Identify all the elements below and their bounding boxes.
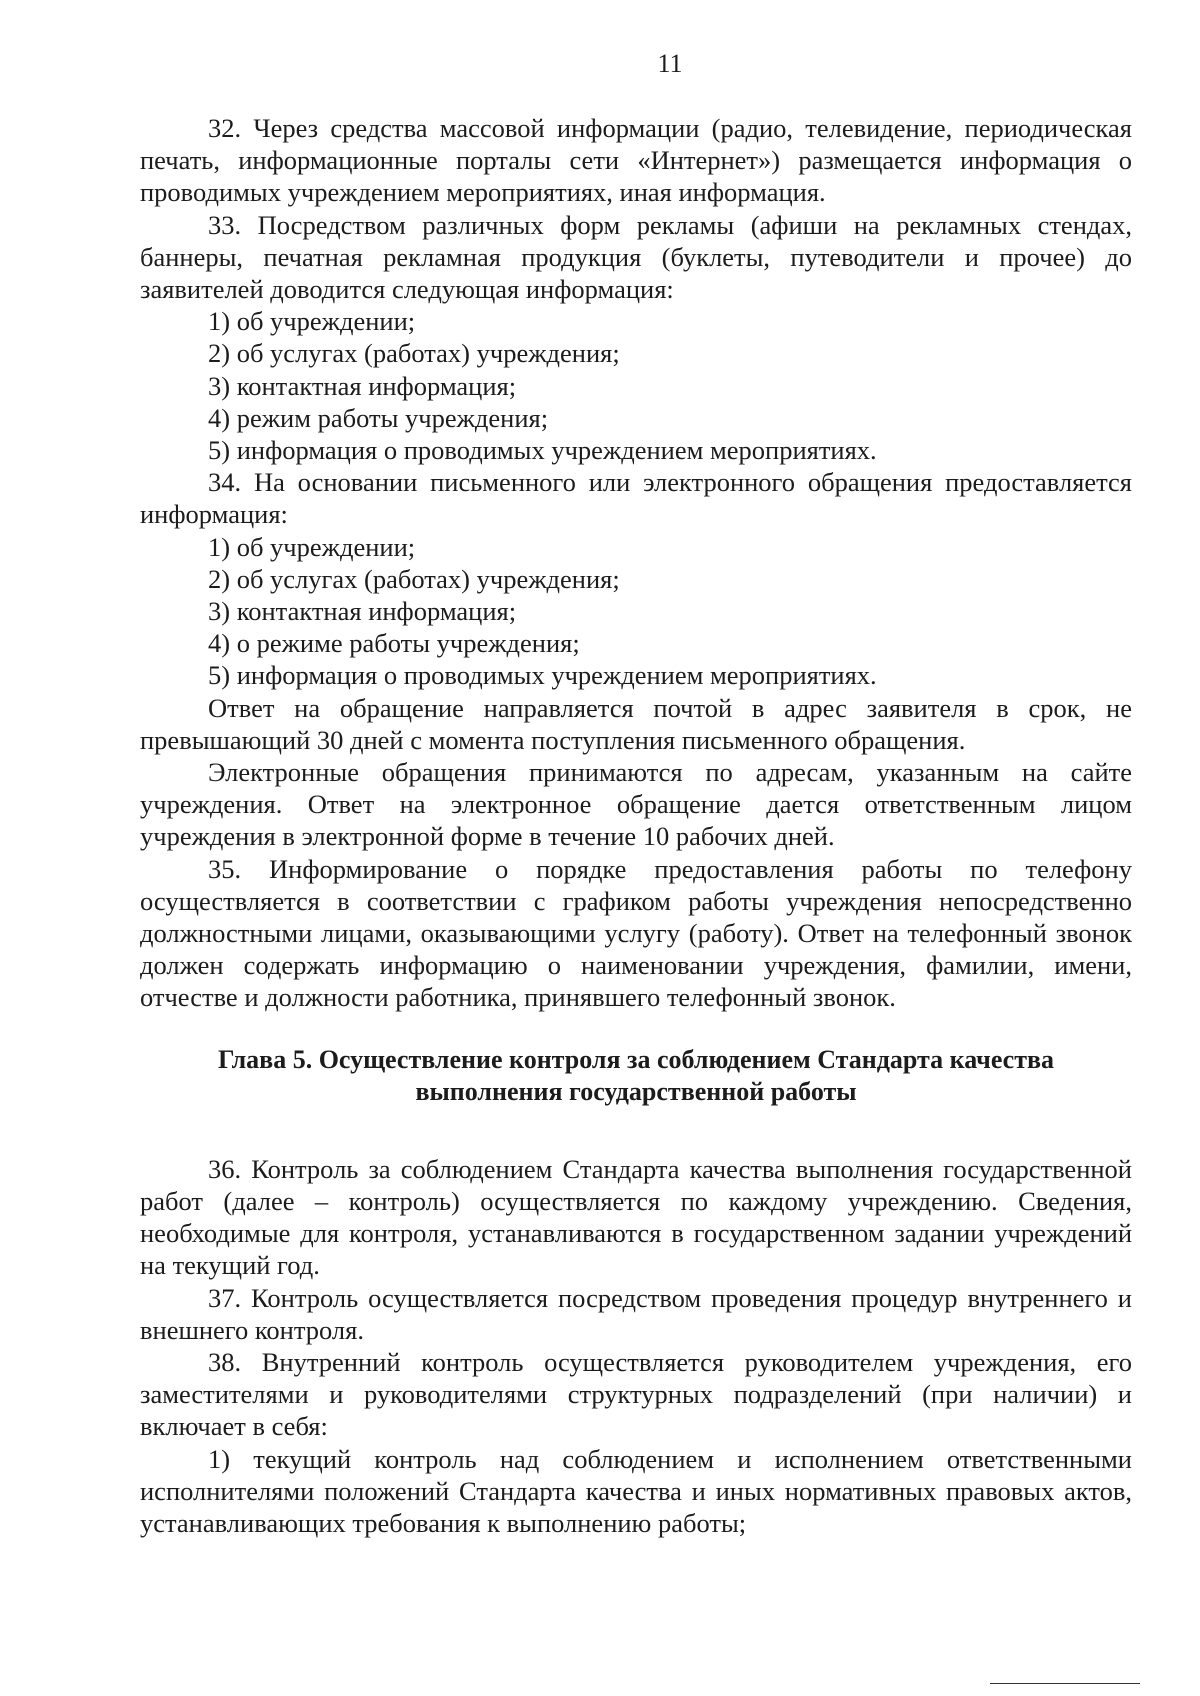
list-item: 4) о режиме работы учреждения; [208, 628, 580, 659]
list-item: 3) контактная информация; [208, 370, 517, 401]
paragraph-37: 37. Контроль осуществляется посредством проведения процедур внутреннего и внешнего контроля. [140, 1282, 1132, 1345]
paragraph-36: 36. Контроль за соблюдением Стандарта качества выполнения государственной работ (далее – контроль) осуществляется по каждому учреждению. Сведения, необходимые для контроля, устанавливаются в государственном задании учреждений на текущий год. [140, 1153, 1132, 1281]
chapter-heading-line-2: выполнения государственной работы [415, 1077, 857, 1107]
list-item: 2) об услугах (работах) учреждения; [208, 563, 620, 594]
paragraph-33: 33. Посредством различных форм рекламы (афиши на рекламных стендах, баннеры, печатная рекламная продукция (буклеты, путеводители и прочее) до заявителей доводится следующая информация: [140, 209, 1132, 305]
spacer [140, 1109, 1132, 1153]
chapter-heading-line-1: Глава 5. Осуществление контроля за соблюдением Стандарта качества [217, 1044, 1055, 1074]
paragraph-32: 32. Через средства массовой информации (радио, телевидение, периодическая печать, информационные порталы сети «Интернет») размещается информация о проводимых учреждением мероприятиях, иная информация. [140, 113, 1132, 208]
list-item: 4) режим работы учреждения; [208, 402, 549, 433]
document-body [140, 112, 1132, 1539]
list-item: 3) контактная информация; [208, 596, 517, 627]
paragraph-electronic-requests: Электронные обращения принимаются по адресам, указанным на сайте учреждения. Ответ на электронное обращение дается ответственным лицом учреждения в электронной форме в течение 10 рабочих дней. [140, 757, 1132, 852]
paragraph-38: 38. Внутренний контроль осуществляется руководителем учреждения, его заместителями и руководителями структурных подразделений (при наличии) и включает в себя: [140, 1346, 1132, 1442]
list-item: 2) об услугах (работах) учреждения; [208, 338, 620, 369]
paragraph-35: 35. Информирование о порядке предоставления работы по телефону осуществляется в соответствии с графиком работы учреждения непосредственно должностными лицами, оказывающими услугу (работу). Ответ на телефонный звонок должен содержать информацию о наименовании учреждения, фамилии, имени, отчестве и должности работника, принявшего телефонный звонок. [140, 853, 1132, 1013]
list-item: 1) об учреждении; [208, 531, 416, 562]
page-number: 11 [657, 49, 683, 78]
paragraph-38-item-1: 1) текущий контроль над соблюдением и исполнением ответственными исполнителями положений Стандарта качества и иных нормативных правовых актов, устанавливающих требования к выполнению работы; [140, 1443, 1132, 1538]
paragraph-34: 34. На основании письменного или электронного обращения предоставляется информация: [140, 467, 1132, 530]
spacer [140, 1014, 1132, 1044]
list-item: 5) информация о проводимых учреждением мероприятиях. [208, 660, 877, 691]
list-item: 1) об учреждении; [208, 306, 416, 337]
scan-edge-line [990, 1683, 1140, 1684]
paragraph-response-by-mail: Ответ на обращение направляется почтой в адрес заявителя в срок, не превышающий 30 дней с момента поступления письменного обращения. [140, 692, 1132, 755]
list-item: 5) информация о проводимых учреждением мероприятиях. [208, 435, 877, 466]
